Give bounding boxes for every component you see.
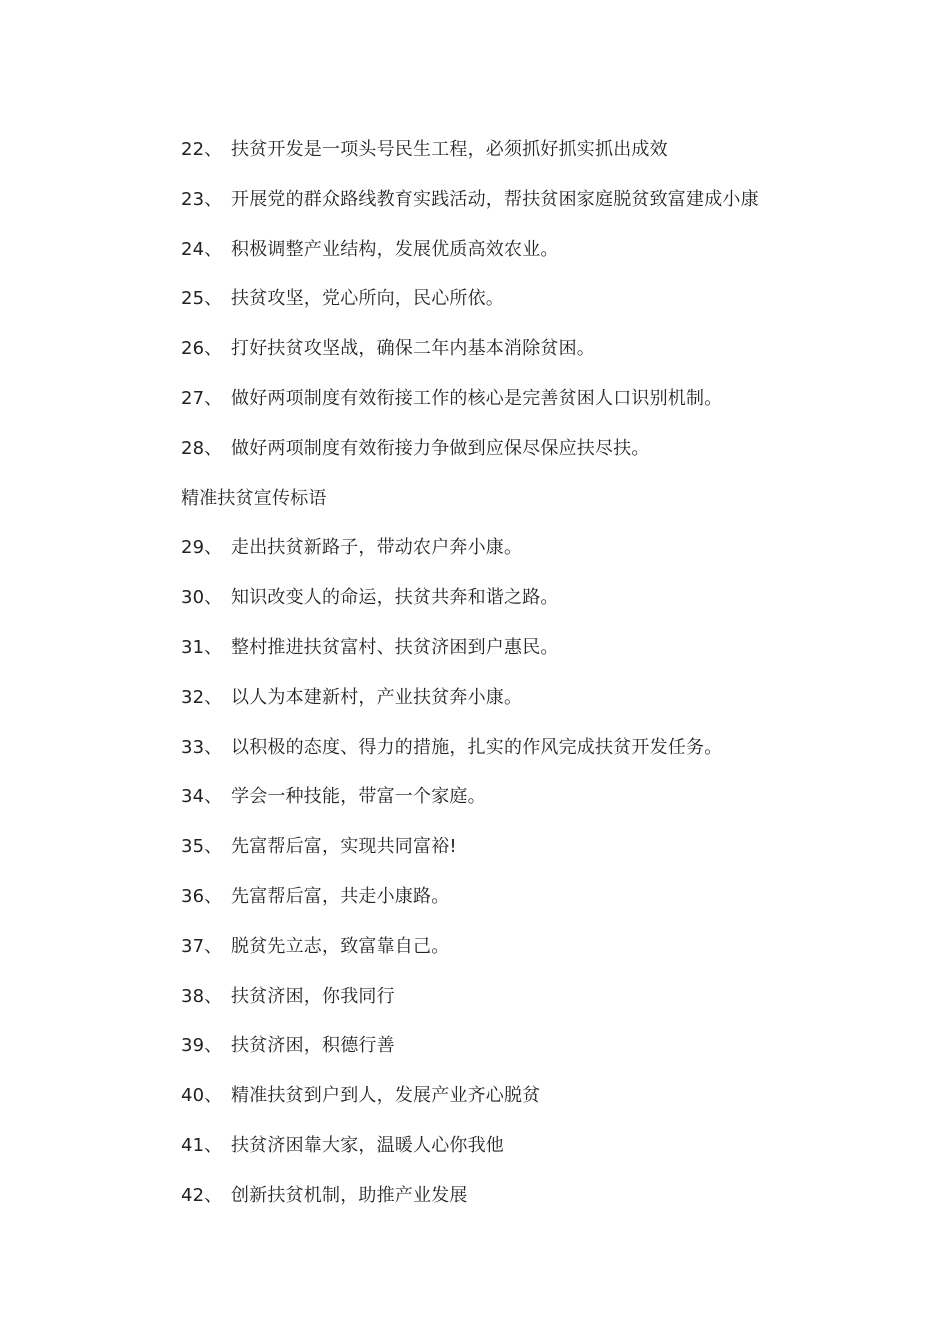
item-number: 35、 <box>181 836 223 858</box>
item-number: 29、 <box>181 537 223 559</box>
item-number: 40、 <box>181 1085 223 1107</box>
item-number: 30、 <box>181 587 223 609</box>
item-number: 33、 <box>181 736 223 758</box>
item-text: 精准扶贫到户到人，发展产业齐心脱贫 <box>231 1085 541 1107</box>
item-text: 以积极的态度、得力的措施，扎实的作风完成扶贫开发任务。 <box>231 736 723 758</box>
item-text: 扶贫济困，你我同行 <box>231 985 395 1007</box>
item-text: 走出扶贫新路子，带动农户奔小康。 <box>231 537 523 559</box>
item-number: 25、 <box>181 288 223 310</box>
item-text: 扶贫济困，积德行善 <box>231 1035 395 1057</box>
list-item <box>181 833 881 883</box>
list-item <box>181 236 881 286</box>
item-number: 31、 <box>181 636 223 658</box>
list-item <box>181 1032 881 1082</box>
list-item <box>181 883 881 933</box>
item-text: 脱贫先立志，致富靠自己。 <box>231 935 450 957</box>
list-item <box>181 684 881 734</box>
list-item <box>181 136 881 186</box>
list-item <box>181 1182 881 1232</box>
list-item <box>181 1082 881 1132</box>
item-text: 先富帮后富，实现共同富裕! <box>231 836 457 858</box>
list-item <box>181 933 881 983</box>
item-text: 做好两项制度有效衔接工作的核心是完善贫困人口识别机制。 <box>231 387 723 409</box>
item-text: 整村推进扶贫富村、扶贫济困到户惠民。 <box>231 636 559 658</box>
list-item <box>181 783 881 833</box>
item-text: 打好扶贫攻坚战，确保二年内基本消除贫困。 <box>231 338 595 360</box>
item-number: 36、 <box>181 885 223 907</box>
item-number: 27、 <box>181 387 223 409</box>
list-item <box>181 534 881 584</box>
item-number: 32、 <box>181 686 223 708</box>
item-text: 先富帮后富，共走小康路。 <box>231 885 450 907</box>
item-number: 28、 <box>181 437 223 459</box>
item-number: 39、 <box>181 1035 223 1057</box>
section-heading-text: 精准扶贫宣传标语 <box>181 487 327 509</box>
item-number: 22、 <box>181 139 223 160</box>
list-item <box>181 734 881 784</box>
item-number: 42、 <box>181 1184 223 1206</box>
list-item <box>181 385 881 435</box>
item-text: 扶贫攻坚，党心所向，民心所依。 <box>231 288 504 310</box>
item-text: 做好两项制度有效衔接力争做到应保尽保应扶尽扶。 <box>231 437 650 459</box>
list-item <box>181 584 881 634</box>
item-number: 41、 <box>181 1134 223 1156</box>
slogan-list <box>181 136 881 1232</box>
item-number: 38、 <box>181 985 223 1007</box>
list-item <box>181 186 881 236</box>
item-text: 创新扶贫机制，助推产业发展 <box>231 1184 468 1206</box>
list-item <box>181 634 881 684</box>
item-number: 34、 <box>181 786 223 808</box>
item-text: 积极调整产业结构，发展优质高效农业。 <box>231 238 559 260</box>
list-item <box>181 285 881 335</box>
list-item <box>181 335 881 385</box>
item-text: 扶贫济困靠大家，温暖人心你我他 <box>231 1134 504 1156</box>
item-number: 37、 <box>181 935 223 957</box>
item-text: 以人为本建新村，产业扶贫奔小康。 <box>231 686 523 708</box>
list-item <box>181 1132 881 1182</box>
item-text: 扶贫开发是一项头号民生工程，必须抓好抓实抓出成效 <box>231 139 668 160</box>
section-heading <box>181 485 881 535</box>
item-number: 23、 <box>181 188 223 210</box>
item-text: 知识改变人的命运，扶贫共奔和谐之路。 <box>231 587 559 609</box>
item-text: 开展党的群众路线教育实践活动，帮扶贫困家庭脱贫致富建成小康 <box>231 188 759 210</box>
item-text: 学会一种技能，带富一个家庭。 <box>231 786 486 808</box>
list-item <box>181 983 881 1033</box>
list-item <box>181 435 881 485</box>
item-number: 26、 <box>181 338 223 360</box>
item-number: 24、 <box>181 238 223 260</box>
